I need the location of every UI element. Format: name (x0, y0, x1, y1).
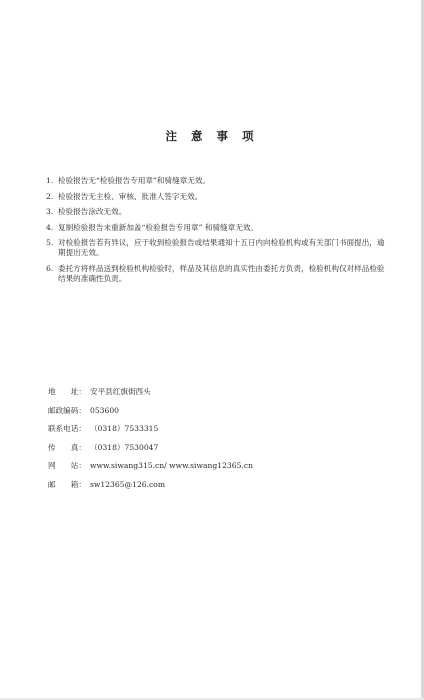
phone-value: （0318）7533315 (90, 424, 159, 434)
address-label: 地 址： (48, 387, 86, 396)
notice-item (46, 238, 386, 258)
website-label: 网 站： (48, 461, 86, 471)
notice-number: 3. (46, 207, 54, 216)
postcode-row (48, 406, 368, 416)
fax-row (48, 443, 368, 453)
notice-text: 检验报告无“检验报告专用章”和骑缝章无效。 (58, 176, 211, 185)
notice-number: 2. (46, 191, 54, 201)
notice-item (46, 264, 386, 284)
notice-number: 4. (46, 222, 54, 232)
fax-label: 传 真： (48, 442, 86, 452)
notice-number: 1. (46, 176, 54, 185)
address-row (48, 387, 368, 397)
page-title: 注 意 事 项 (165, 129, 259, 143)
notice-list (46, 176, 386, 290)
postcode-value: 053600 (90, 405, 119, 415)
notice-item (46, 176, 386, 186)
notice-text: 检验报告涂改无效。 (58, 207, 127, 216)
notice-item (46, 207, 386, 217)
email-row (48, 480, 368, 490)
address-value: 安平县红旗街西头 (90, 387, 151, 396)
contact-info (48, 387, 368, 499)
notice-number: 6. (46, 264, 54, 273)
phone-row (48, 424, 368, 434)
fax-value: （0318）7530047 (90, 442, 159, 452)
notice-text: 委托方将样品送到检验机构检验时，样品及其信息的真实性由委托方负责，检验机构仅对样品检验结果的准确性负责。 (58, 264, 385, 283)
notice-item (46, 223, 386, 233)
phone-label: 联系电话： (48, 424, 86, 434)
notice-text: 复制检验报告未重新加盖“检验报告专用章” 和骑缝章无效。 (58, 222, 259, 232)
email-label: 邮 箱： (48, 479, 86, 489)
notice-text: 检验报告无主检、审核、批准人签字无效。 (58, 191, 203, 201)
email-value: sw12365@126.com (90, 479, 166, 489)
postcode-label: 邮政编码： (48, 405, 86, 415)
website-row (48, 461, 368, 471)
notice-text: 对检验报告若有异议，应于收到检验报告或结果通知十五日内向检验机构或有关部门书面提出，逾期提出无效。 (58, 238, 385, 257)
website-value: www.siwang315.cn/ www.siwang12365.cn (90, 461, 253, 471)
notice-number: 5. (46, 238, 54, 247)
notice-item (46, 192, 386, 202)
